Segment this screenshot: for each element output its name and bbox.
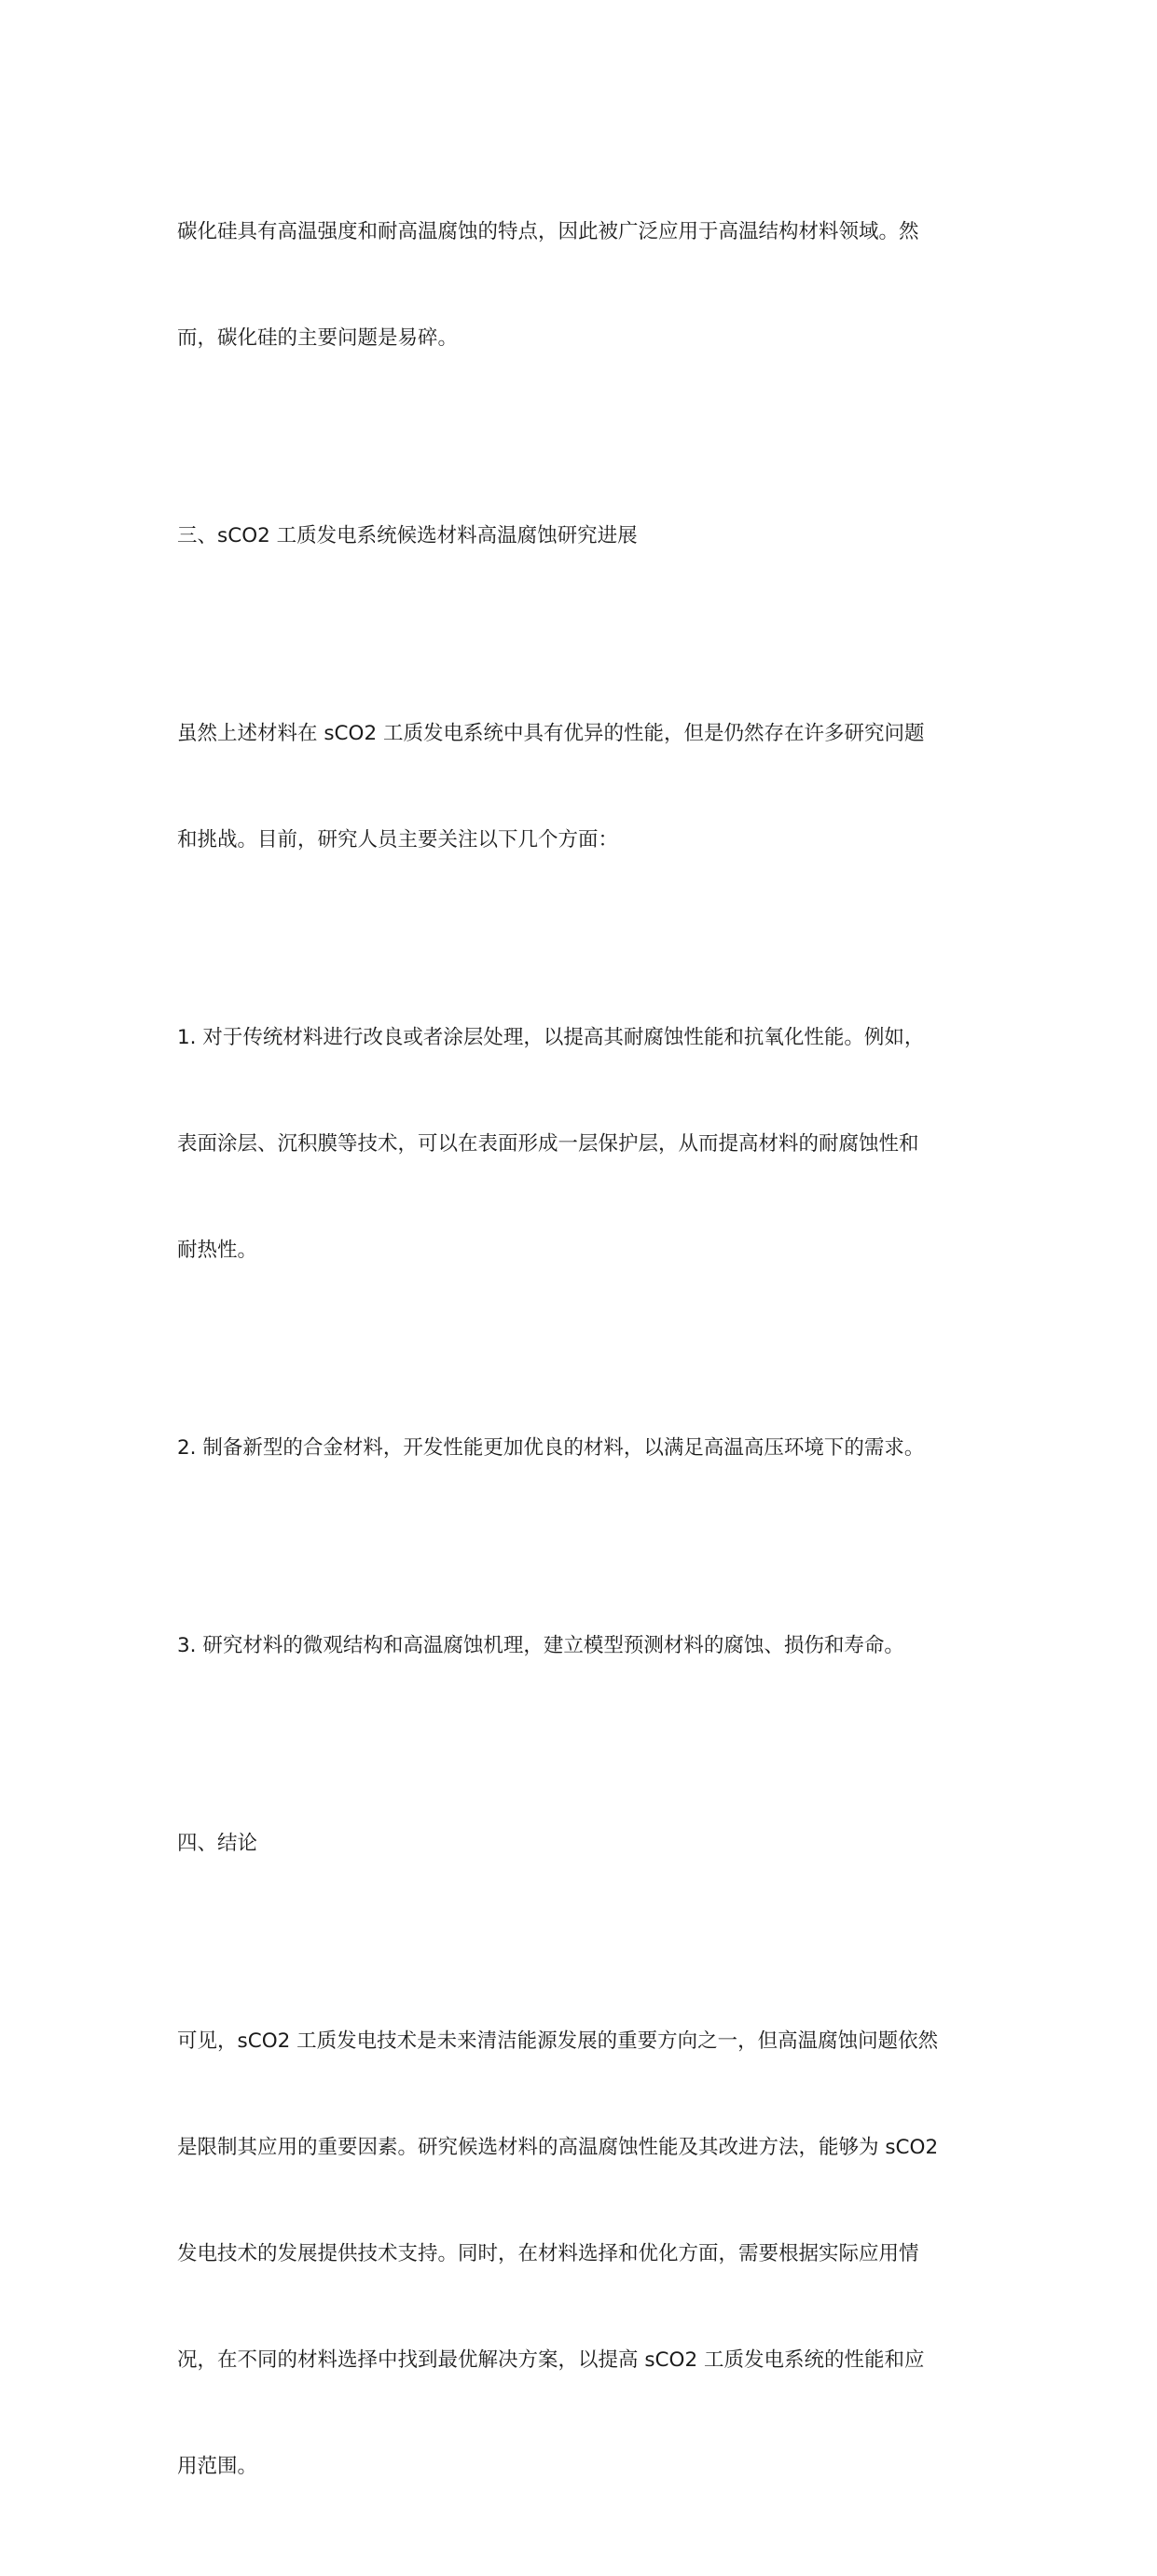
document-body: [177, 144, 981, 2576]
text-line: 况，在不同的材料选择中找到最优解决方案，以提高 sCO2 工质发电系统的性能和应: [177, 2348, 925, 2372]
list-item-3: [177, 1558, 981, 1735]
heading-text: 三、sCO2 工质发电系统候选材料高温腐蚀研究进展: [177, 524, 638, 547]
text-line: 而，碳化硅的主要问题是易碎。: [177, 326, 459, 350]
list-item-1: [177, 949, 981, 1339]
text-line: 1. 对于传统材料进行改良或者涂层处理，以提高其耐腐蚀性能和抗氧化性能。例如，: [177, 1026, 925, 1049]
paragraph-conclusion: [177, 1953, 981, 2555]
text-line: 用范围。: [177, 2455, 258, 2478]
text-line: 虽然上述材料在 sCO2 工质发电系统中具有优异的性能，但是仍然存在许多研究问题: [177, 722, 925, 745]
list-item-2: [177, 1360, 981, 1537]
paragraph-research-challenges: [177, 645, 981, 929]
text-line: 碳化硅具有高温强度和耐高温腐蚀的特点，因此被广泛应用于高温结构材料领域。然: [177, 220, 919, 243]
paragraph-silicon-carbide: [177, 144, 981, 427]
heading-text: 四、结论: [177, 1832, 258, 1855]
text-line: 耐热性。: [177, 1239, 258, 1262]
text-line: 发电技术的发展提供技术支持。同时，在材料选择和优化方面，需要根据实际应用情: [177, 2242, 919, 2265]
text-line: 2. 制备新型的合金材料，开发性能更加优良的材料，以满足高温高压环境下的需求。: [177, 1436, 925, 1460]
text-line: 3. 研究材料的微观结构和高温腐蚀机理，建立模型预测材料的腐蚀、损伤和寿命。: [177, 1634, 904, 1657]
text-line: 表面涂层、沉积膜等技术，可以在表面形成一层保护层，从而提高材料的耐腐蚀性和: [177, 1132, 919, 1156]
text-line: 和挑战。目前，研究人员主要关注以下几个方面：: [177, 828, 619, 852]
section-heading-3: [177, 448, 981, 625]
section-heading-4: [177, 1755, 981, 1932]
text-line: 是限制其应用的重要因素。研究候选材料的高温腐蚀性能及其改进方法，能够为 sCO2: [177, 2136, 939, 2159]
text-line: 可见，sCO2 工质发电技术是未来清洁能源发展的重要方向之一，但高温腐蚀问题依然: [177, 2029, 939, 2053]
